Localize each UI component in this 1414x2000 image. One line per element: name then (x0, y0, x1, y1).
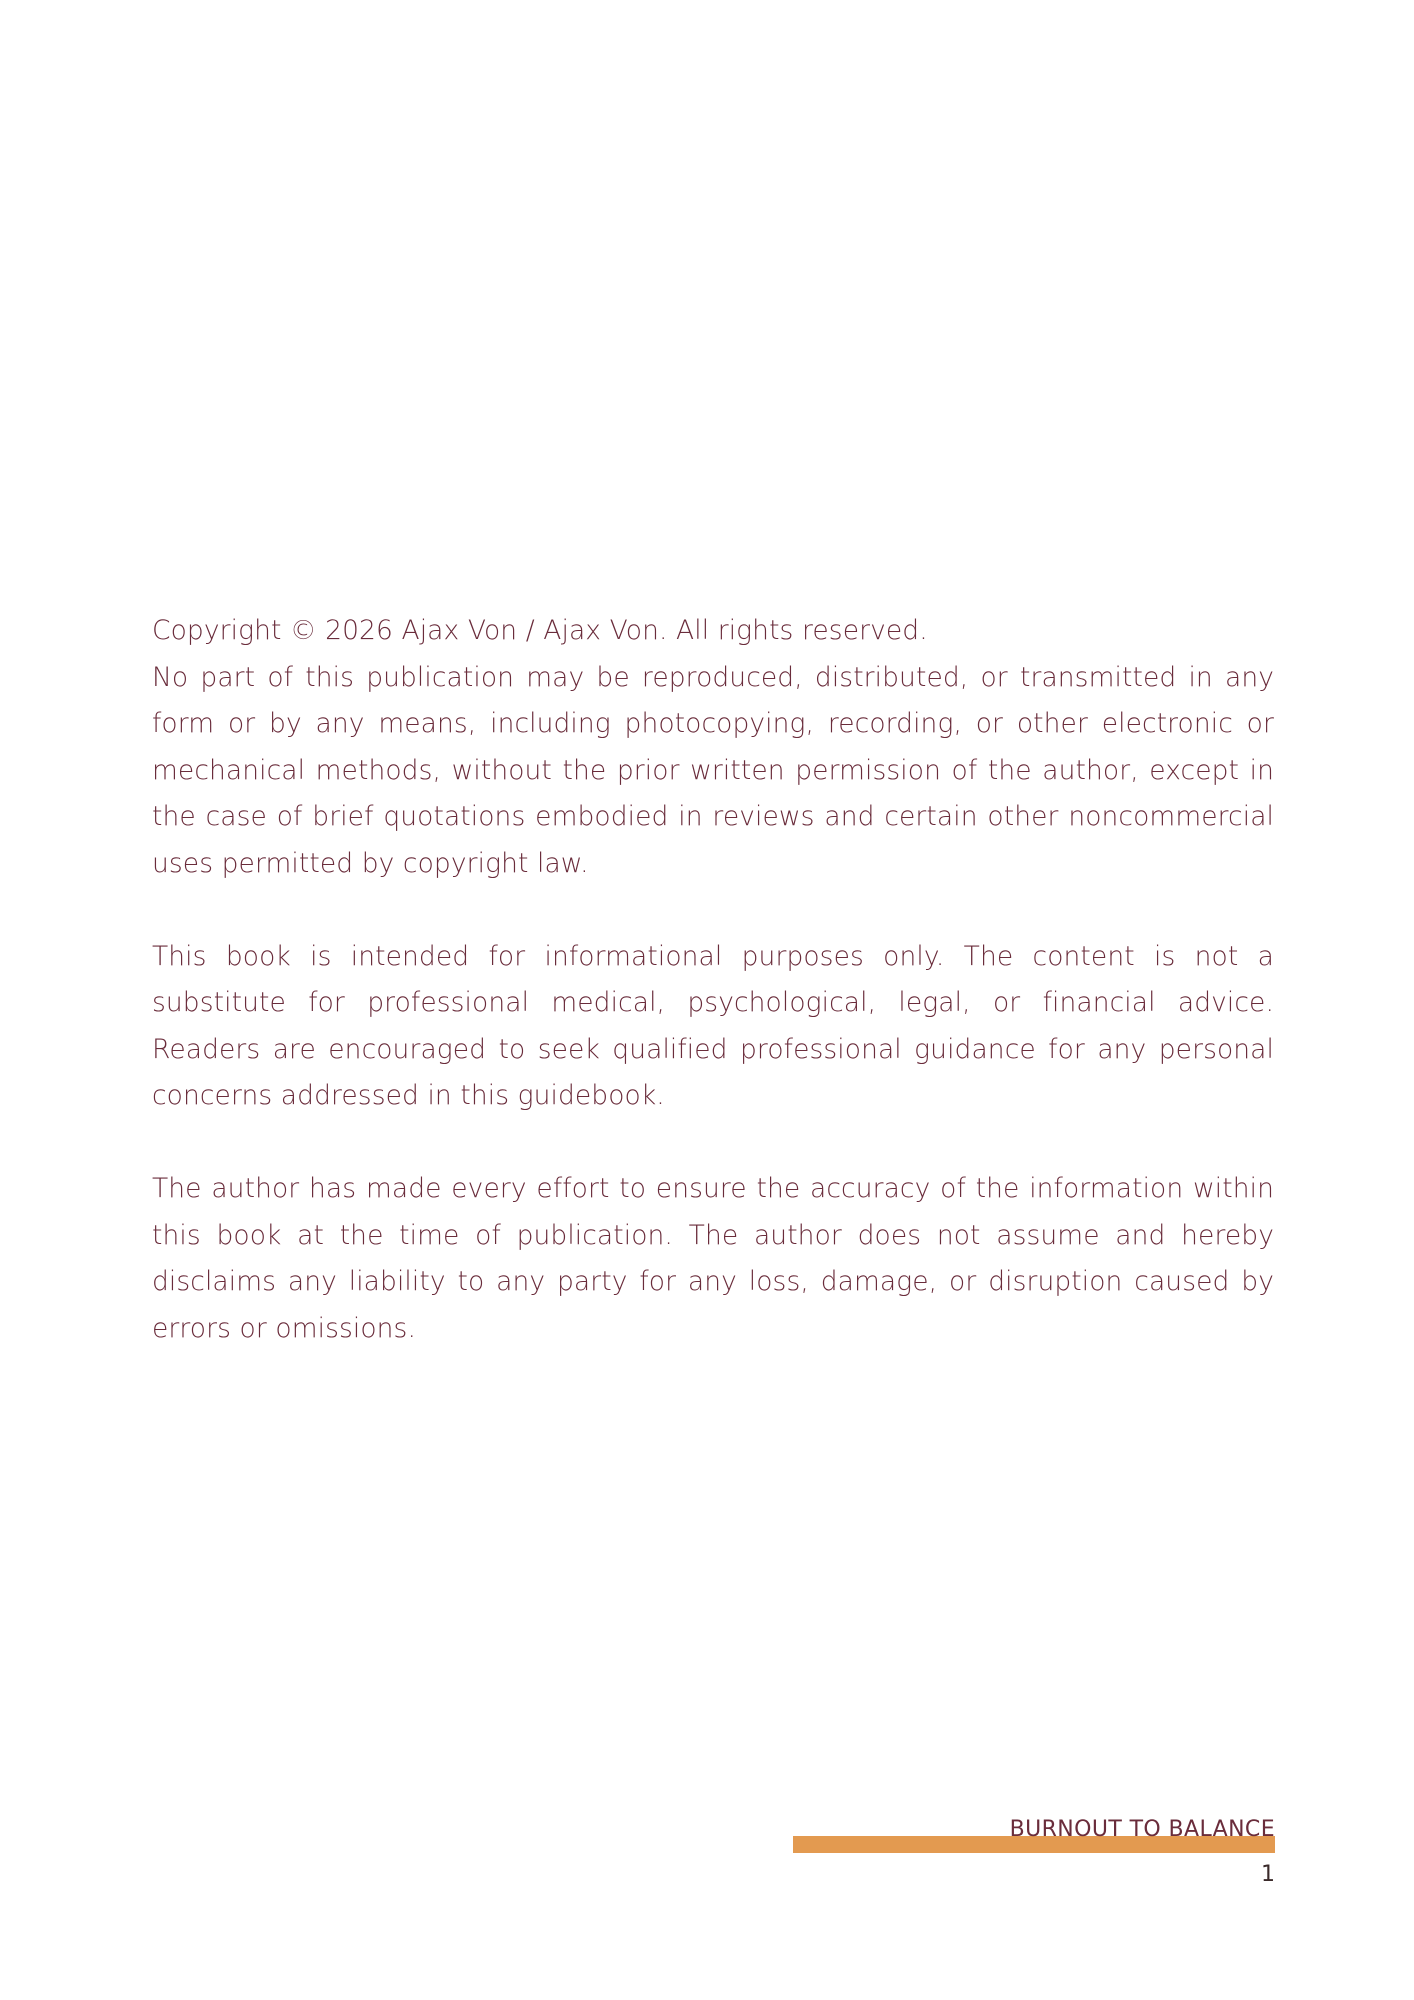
liability-disclaimer: The author has made every effort to ensure the accuracy of the information within this book at the time of publication. The author does not assume and hereby disclaims any liability to any party for any loss, damage, or disruption caused by errors or omissions. (152, 1173, 1274, 1344)
copyright-notice: Copyright © 2026 Ajax Von / Ajax Von. All rights reserved. (152, 615, 928, 646)
informational-disclaimer: This book is intended for informational purposes only. The content is not a substitute for professional medical, psychological, legal, or financial advice. Readers are encouraged to seek qualified professional guidance for any personal concerns addressed in this guidebook. (152, 940, 1274, 1111)
reproduction-notice: No part of this publication may be reproduced, distributed, or transmitted in any form or by any means, including photocopying, recording, or other electronic or mechanical methods, without the prior written permission of the author, except in the case of brief quotations embodied in reviews and certain other noncommercial uses permitted by copyright law. (152, 661, 1274, 879)
copyright-section (152, 608, 1274, 1352)
page-number: 1 (1261, 1862, 1275, 1887)
footer-book-title: BURNOUT TO BALANCE (1009, 1817, 1275, 1842)
